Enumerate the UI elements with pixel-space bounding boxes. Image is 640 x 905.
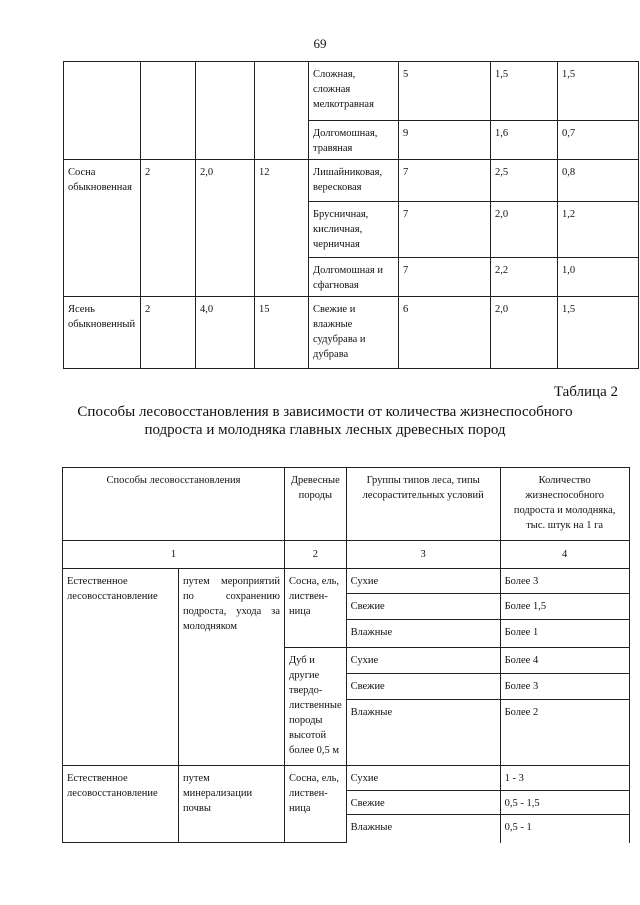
condition-cell: Свежие — [346, 791, 500, 815]
column-header: Количество жизнеспособного подроста и молодняка, тыс. штук на 1 га — [500, 468, 629, 541]
value-cell: 12 — [255, 160, 309, 297]
value-cell: 2,0 — [196, 160, 255, 297]
quantity-cell: Более 4 — [500, 648, 629, 674]
value-cell: 2,5 — [491, 160, 558, 202]
value-cell: 15 — [255, 297, 309, 369]
quantity-cell: Более 3 — [500, 569, 629, 594]
species-cell: Сосна обыкновенная — [64, 160, 141, 297]
column-header: Способы лесовосстановления — [63, 468, 285, 541]
value-cell: 7 — [399, 258, 491, 297]
value-cell: 0,7 — [558, 121, 639, 160]
table-row — [64, 62, 639, 121]
species-cell: Сосна, ель, листвен-ница — [285, 766, 347, 843]
condition-cell: Свежие — [346, 594, 500, 620]
value-cell — [196, 62, 255, 160]
forest-type-cell: Сложная, сложная мелкотравная — [309, 62, 399, 121]
table-title: Способы лесовосстановления в зависимости от количества жизнеспособного подроста и молодняка главных лесных древесных пород — [77, 404, 573, 438]
table-row — [64, 297, 639, 369]
table-row — [63, 766, 630, 791]
species-cell: Сосна, ель, листвен-ница — [285, 569, 347, 648]
value-cell: 7 — [399, 202, 491, 258]
table-label: Таблица 2 — [553, 384, 618, 400]
quantity-cell: Более 2 — [500, 700, 629, 766]
value-cell: 4,0 — [196, 297, 255, 369]
species-cell — [64, 62, 141, 160]
condition-cell: Сухие — [346, 766, 500, 791]
column-header: Древесные породы — [285, 468, 347, 541]
value-cell: 9 — [399, 121, 491, 160]
condition-cell: Влажные — [346, 815, 500, 843]
value-cell — [141, 62, 196, 160]
column-number: 2 — [285, 541, 347, 569]
quantity-cell: 0,5 - 1,5 — [500, 791, 629, 815]
value-cell: 2,0 — [491, 202, 558, 258]
value-cell: 2,2 — [491, 258, 558, 297]
table-row — [63, 569, 630, 594]
value-cell: 1,5 — [558, 297, 639, 369]
forest-type-cell: Брусничная, кисличная, черничная — [309, 202, 399, 258]
column-header: Группы типов леса, типы лесорастительных условий — [346, 468, 500, 541]
value-cell — [255, 62, 309, 160]
column-number: 3 — [346, 541, 500, 569]
value-cell: 1,5 — [558, 62, 639, 121]
forest-type-cell: Свежие и влажные судубрава и дубрава — [309, 297, 399, 369]
value-cell: 6 — [399, 297, 491, 369]
value-cell: 1,0 — [558, 258, 639, 297]
method-cell: Естественное лесовосстановление — [63, 569, 179, 766]
table-row — [64, 160, 639, 202]
quantity-cell: Более 1,5 — [500, 594, 629, 620]
species-cell: Ясень обыкновенный — [64, 297, 141, 369]
page-number: 69 — [313, 36, 327, 51]
measure-cell: путем мероприятий по сохранению подроста, ухода за молодняком — [179, 569, 285, 766]
value-cell: 2 — [141, 160, 196, 297]
quantity-cell: 0,5 - 1 — [500, 815, 629, 843]
column-number: 1 — [63, 541, 285, 569]
value-cell: 2,0 — [491, 297, 558, 369]
column-number: 4 — [500, 541, 629, 569]
header-row — [63, 468, 630, 541]
quantity-cell: Более 3 — [500, 674, 629, 700]
column-number-row — [63, 541, 630, 569]
measure-cell: путем минерализации почвы — [179, 766, 285, 843]
value-cell: 1,6 — [491, 121, 558, 160]
condition-cell: Свежие — [346, 674, 500, 700]
forest-type-cell: Долгомошная и сфагновая — [309, 258, 399, 297]
condition-cell: Сухие — [346, 569, 500, 594]
condition-cell: Влажные — [346, 700, 500, 766]
reforestation-table — [62, 467, 630, 843]
condition-cell: Влажные — [346, 620, 500, 648]
species-cell: Дуб и другие твердо-лиственные породы высотой более 0,5 м — [285, 648, 347, 766]
condition-cell: Сухие — [346, 648, 500, 674]
value-cell: 5 — [399, 62, 491, 121]
method-cell: Естественное лесовосстановление — [63, 766, 179, 843]
forest-type-cell: Долгомошная, травяная — [309, 121, 399, 160]
value-cell: 2 — [141, 297, 196, 369]
value-cell: 0,8 — [558, 160, 639, 202]
forest-type-cell: Лишайниковая, вересковая — [309, 160, 399, 202]
value-cell: 1,2 — [558, 202, 639, 258]
forest-parameters-table — [63, 61, 639, 369]
quantity-cell: Более 1 — [500, 620, 629, 648]
value-cell: 7 — [399, 160, 491, 202]
quantity-cell: 1 - 3 — [500, 766, 629, 791]
value-cell: 1,5 — [491, 62, 558, 121]
